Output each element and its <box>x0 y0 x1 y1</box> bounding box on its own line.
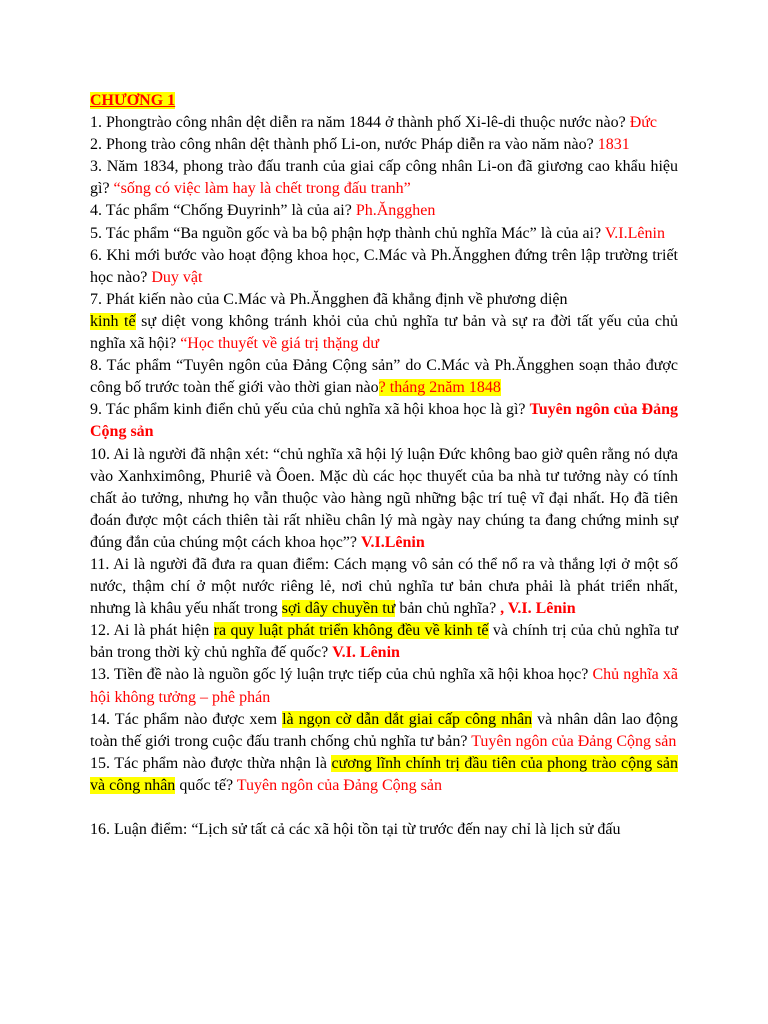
question-3 <box>90 156 678 200</box>
question-11 <box>90 554 678 620</box>
document-page <box>90 90 678 841</box>
question-text-cont: và chính trị của chủ nghĩa tư bản trong thời kỳ chủ nghĩa đế quốc? <box>90 622 678 662</box>
answer: , V.I. Lênin <box>500 600 576 618</box>
question-7 <box>90 289 678 355</box>
question-text: 10. Ai là người đã nhận xét: “chủ nghĩa xã hội lý luận Đức không bao giờ quên rằng nó dựa vào Xanhximông, Phuriê và Ôoen. Mặc dù các học thuyết của ba nhà tư tưởng này có tính chất ảo tưởng, nhưng họ vẫn thuộc vào hàng ngũ những bậc trí tuệ vĩ đại nhất. Họ đã tiên đoán được một cách thiên tài rất nhiều chân lý mà ngày nay chúng ta đang chứng minh sự đúng đắn của chúng một cách khoa học”? <box>90 445 678 551</box>
question-text: 5. Tác phẩm “Ba nguồn gốc và ba bộ phận hợp thành chủ nghĩa Mác” là của ai? <box>90 224 605 242</box>
answer: V.I. Lênin <box>332 644 400 662</box>
question-12 <box>90 620 678 664</box>
answer: “Học thuyết về giá trị thặng dư <box>180 335 380 353</box>
answer: Chủ nghĩa xã hội không tưởng – phê phán <box>90 666 678 706</box>
highlighted-text: sợi dây chuyền tư <box>281 600 396 618</box>
answer: V.I.Lênin <box>361 533 425 551</box>
question-text: 8. Tác phẩm “Tuyên ngôn của Đảng Cộng sản” do C.Mác và Ph.Ăngghen soạn thảo được công bố trước toàn thế giới vào thời gian nào <box>90 357 678 397</box>
question-text: 14. Tác phẩm nào được xem <box>90 710 283 728</box>
question-text: 3. Năm 1834, phong trào đấu tranh của giai cấp công nhân Li-on đã giương cao khẩu hiệu gì? <box>90 158 678 198</box>
question-text-cont: sự diệt vong không tránh khỏi của chủ nghĩa tư bản và sự ra đời tất yếu của chủ nghĩa xã hội? <box>90 312 678 353</box>
question-2 <box>90 134 678 156</box>
question-9 <box>90 399 678 443</box>
answer: ? tháng 2năm 1848 <box>378 379 501 397</box>
highlighted-text: là ngọn cờ dẫn dắt giai cấp công nhân <box>282 710 533 728</box>
question-text: 1. Phongtrào công nhân dệt diễn ra năm 1844 ở thành phố Xi-lê-di thuộc nước nào? <box>90 114 630 132</box>
question-text: 4. Tác phẩm “Chống Đuyrinh” là của ai? <box>90 202 356 220</box>
question-text: 15. Tác phẩm nào được thừa nhận là <box>90 754 332 772</box>
answer: Tuyên ngôn của Đảng Cộng sản <box>90 401 678 441</box>
question-text-cont: và nhân dân lao động toàn thế giới trong cuộc đấu tranh chống chủ nghĩa tư bản? <box>90 710 679 750</box>
question-8 <box>90 355 678 399</box>
question-13 <box>90 664 678 708</box>
highlighted-text: kinh tế <box>90 312 136 330</box>
question-15 <box>90 753 678 797</box>
question-10 <box>90 444 678 554</box>
answer: Tuyên ngôn của Đảng Cộng sản <box>236 776 442 794</box>
highlighted-text: cương lĩnh chính trị đầu tiên của phong trào cộng sản và công nhân <box>90 754 678 794</box>
answer: Đức <box>629 114 658 132</box>
question-text: 6. Khi mới bước vào hoạt động khoa học, C.Mác và Ph.Ăngghen đứng trên lập trường triết học nào? <box>90 246 678 286</box>
answer: Tuyên ngôn của Đảng Cộng sản <box>471 732 677 750</box>
chapter-heading <box>90 90 678 112</box>
question-14 <box>90 709 678 753</box>
question-text: 11. Ai là người đã đưa ra quan điểm: Cách mạng vô sản có thể nổ ra và thắng lợi ở một số nước, thậm chí ở một nước riêng lẻ, nơi chủ nghĩa tư bản chưa phải là phát triển nhất, nhưng là khâu yếu nhất trong <box>90 555 678 618</box>
question-text: 16. Luận điểm: “Lịch sử tất cả các xã hội tồn tại từ trước đến nay chỉ là lịch sử đấu <box>90 821 621 838</box>
question-16 <box>90 819 678 841</box>
question-5 <box>90 223 678 245</box>
answer: V.I.Lênin <box>604 224 665 242</box>
answer: Duy vật <box>151 268 203 286</box>
question-text: 9. Tác phẩm kinh điển chủ yếu của chủ nghĩa xã hội khoa học là gì? <box>90 401 530 419</box>
question-1 <box>90 112 678 134</box>
answer: Ph.Ăngghen <box>355 202 436 220</box>
answer: “sống có việc làm hay là chết trong đấu tranh” <box>113 180 411 198</box>
question-6 <box>90 245 678 289</box>
question-text: 2. Phong trào công nhân dệt thành phố Li-on, nước Pháp diễn ra vào năm nào? <box>90 136 598 154</box>
question-text: 7. Phát kiến nào của C.Mác và Ph.Ăngghen đã khẳng định về phương diện <box>90 290 568 308</box>
question-4 <box>90 200 678 222</box>
question-text: 13. Tiền đề nào là nguồn gốc lý luận trực tiếp của chủ nghĩa xã hội khoa học? <box>90 666 593 684</box>
answer: 1831 <box>597 136 630 154</box>
question-text: 12. Ai là phát hiện <box>90 622 214 640</box>
blank-line <box>90 797 678 819</box>
highlighted-text: ra quy luật phát triển không đều về kinh tế <box>213 622 489 640</box>
question-text-cont: bản chủ nghĩa? <box>395 600 501 618</box>
chapter-title: CHƯƠNG 1 <box>90 92 176 109</box>
question-text-cont: quốc tế? <box>175 776 237 794</box>
